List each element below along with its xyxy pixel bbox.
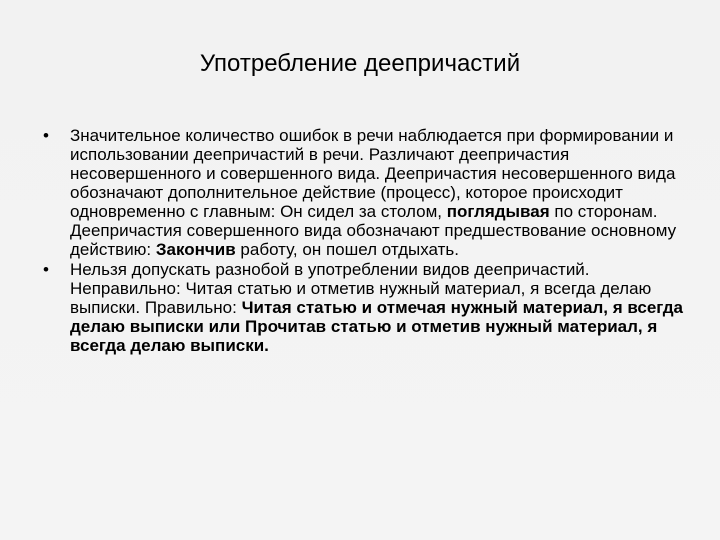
bullet-icon: • xyxy=(43,126,49,145)
emphasis-word: поглядывая xyxy=(446,202,550,221)
bullet-list xyxy=(40,126,690,355)
slide-title: Употребление деепричастий xyxy=(199,50,521,77)
text-run: Нельзя допускать разнобой в употреблении видов деепричастий. Неправильно: Читая статью и отметив нужный материал, я всегда делаю выписки. Правильно: xyxy=(70,260,652,317)
bullet-text xyxy=(70,126,676,259)
text-run: работу, он пошел отдыхать. xyxy=(235,240,459,259)
emphasis-word: Закончив xyxy=(155,240,236,259)
bullet-item xyxy=(40,126,690,259)
text-run: Значительное количество ошибок в речи наблюдается при формировании и использовании деепричастий в речи. Различают деепричастия несовершенного и совершенного вида. Деепричастия несовершенного вида обозначают дополнительное действие (процесс), которое происходит одновременно с главным: Он сидел за столом, xyxy=(70,126,676,221)
bullet-text xyxy=(70,260,683,355)
bullet-item xyxy=(40,260,690,355)
text-run: по сторонам. Деепричастия совершенного вида обозначают предшествование основному действию: xyxy=(70,202,677,259)
emphasis-phrase: Читая статью и отмечая нужный материал, я всегда делаю выписки или Прочитав статью и отметив нужный материал, я всегда делаю выписки. xyxy=(70,298,683,355)
bullet-icon: • xyxy=(43,260,49,279)
